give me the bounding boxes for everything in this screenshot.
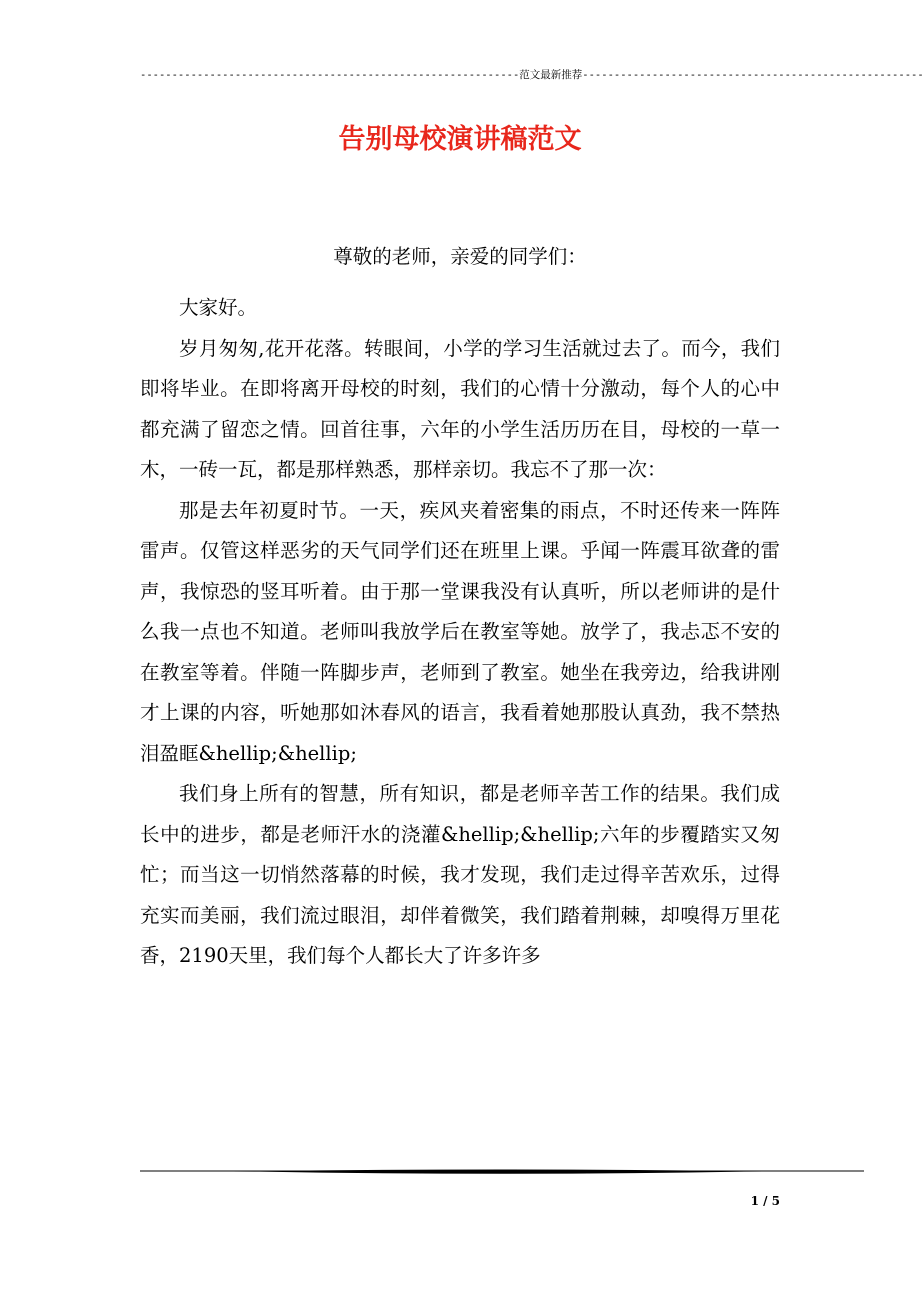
document-title: 告别母校演讲稿范文 [338,124,582,155]
header-banner: ------------------------------------------------------------范文最新推荐------------------------------------------------------ [140,69,924,81]
paragraph: 那是去年初夏时节。一天，疾风夹着密集的雨点，不时还传来一阵阵雷声。仅管这样恶劣的天气同学们还在班里上课。乎闻一阵震耳欲聋的雷声，我惊恐的竖耳听着。由于那一堂课我没有认真听，所以老师讲的是什么我一点也不知道。老师叫我放学后在教室等她。放学了，我忐忑不安的在教室等着。伴随一阵脚步声，老师到了教室。她坐在我旁边，给我讲刚才上课的内容，听她那如沐春风的语言，我看着她那股认真劲，我不禁热泪盈眶&hellip;&hellip; [140,498,780,765]
page-number: 1 / 5 [750,1194,780,1208]
greeting: 尊敬的老师，亲爱的同学们： [333,245,587,268]
paragraph: 我们身上所有的智慧，所有知识，都是老师辛苦工作的结果。我们成长中的进步，都是老师汗水的浇灌&hellip;&hellip;六年的步覆踏实又匆忙；而当这一切悄然落幕的时候，我才发现，我们走过得辛苦欢乐，过得充实而美丽，我们流过眼泪，却伴着微笑，我们踏着荆棘，却嗅得万里花香，2190天里，我们每个人都长大了许多许多 [140,782,780,967]
paragraph: 大家好。 [179,296,258,319]
document-body [140,288,780,977]
footer-divider [140,1164,864,1178]
paragraph: 岁月匆匆,花开花落。转眼间，小学的学习生活就过去了。而今，我们即将毕业。在即将离开母校的时刻，我们的心情十分激动，每个人的心中都充满了留恋之情。回首往事，六年的小学生活历历在目，母校的一草一木，一砖一瓦，都是那样熟悉，那样亲切。我忘不了那一次： [140,336,780,481]
